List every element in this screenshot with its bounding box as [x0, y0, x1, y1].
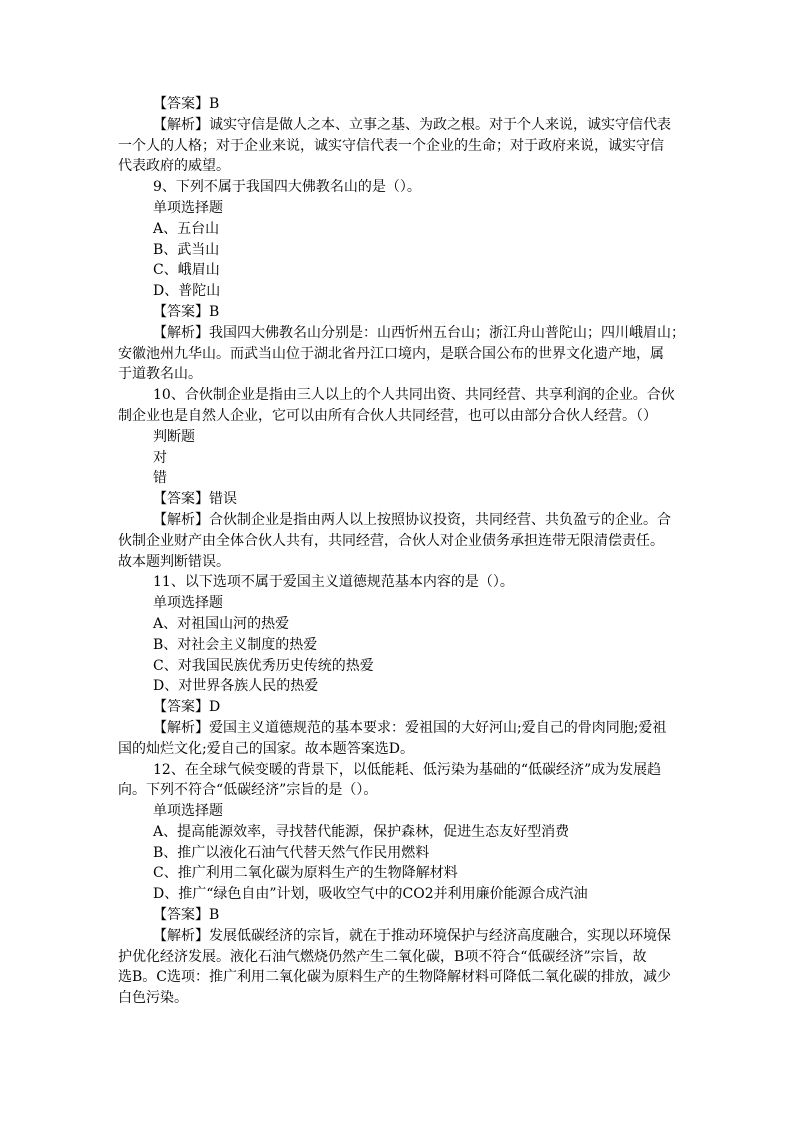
question-11: 11、以下选项不属于爱国主义道德规范基本内容的是（）。: [153, 574, 514, 591]
explanation-line: 代表政府的威望。: [118, 158, 230, 175]
option-d: D、对世界各族人民的热爱: [153, 678, 319, 695]
explanation-block: [118, 926, 678, 1009]
explanation-block: [118, 323, 685, 385]
explanation-line: 【解析】爱国主义道德规范的基本要求：爱祖国的大好河山;爱自己的骨肉同胞;爱祖: [153, 719, 667, 736]
explanation-line: 白色污染。: [118, 990, 188, 1007]
option-d: D、推广“绿色自由”计划，吸收空气中的CO2并利用廉价能源合成汽油: [153, 886, 588, 903]
option-b: B、武当山: [153, 241, 220, 258]
question-type: 判断题: [153, 428, 195, 445]
option-false: 错: [153, 470, 167, 487]
question-9: 9、下列不属于我国四大佛教名山的是（）。: [153, 179, 421, 196]
explanation-block: [118, 718, 678, 760]
explanation-line: 于道教名山。: [118, 366, 202, 383]
document-content: [118, 94, 685, 1009]
option-a: A、提高能源效率，寻找替代能源，保护森林，促进生态友好型消费: [153, 823, 570, 840]
answer-line: 【答案】B: [153, 907, 220, 924]
explanation-line: 伙制企业财产由全体合伙人共有，共同经营，合伙人对企业债务承担连带无限清偿责任。: [118, 532, 664, 549]
question-line: 制企业也是自然人企业，它可以由所有合伙人共同经营，也可以由部分合伙人经营。（）: [118, 407, 657, 424]
option-true: 对: [153, 449, 167, 466]
explanation-line: 选B。C选项：推广利用二氧化碳为原料生产的生物降解材料可降低二氧化碳的排放，减少: [118, 969, 671, 986]
explanation-block: [118, 115, 678, 177]
explanation-line: 故本题判断错误。: [118, 553, 230, 570]
explanation-line: 一个人的人格；对于企业来说，诚实守信代表一个企业的生命；对于政府来说，诚实守信: [118, 137, 664, 154]
answer-line: 【答案】B: [153, 303, 220, 320]
question-12: [118, 760, 678, 802]
explanation-line: 护优化经济发展。液化石油气燃烧仍然产生二氧化碳，B项不符合“低碳经济”宗旨，故: [118, 948, 647, 965]
option-b: B、推广以液化石油气代替天然气作民用燃料: [153, 844, 430, 861]
option-c: C、推广利用二氧化碳为原料生产的生物降解材料: [153, 865, 458, 882]
question-type: 单项选择题: [153, 199, 223, 216]
explanation-line: 【解析】诚实守信是做人之本、立事之基、为政之根。对于个人来说，诚实守信代表: [153, 116, 671, 133]
explanation-line: 国的灿烂文化;爱自己的国家。故本题答案选D。: [118, 740, 414, 757]
question-line: 12、在全球气候变暖的背景下，以低能耗、低污染为基础的“低碳经济”成为发展趋: [153, 761, 662, 778]
question-line: 向。下列不符合“低碳经济”宗旨的是（）。: [118, 782, 378, 799]
option-b: B、对社会主义制度的热爱: [153, 636, 318, 653]
answer-line: 【答案】B: [153, 96, 220, 112]
explanation-line: 【解析】发展低碳经济的宗旨，就在于推动环境保护与经济高度融合，实现以环境保: [153, 927, 671, 944]
option-a: A、五台山: [153, 220, 220, 237]
explanation-line: 【解析】合伙制企业是指由两人以上按照协议投资，共同经营、共负盈亏的企业。合: [153, 511, 671, 528]
explanation-line: 安徽池州九华山。而武当山位于湖北省丹江口境内，是联合国公布的世界文化遗产地，属: [118, 345, 664, 362]
question-type: 单项选择题: [153, 803, 223, 820]
answer-line: 【答案】D: [153, 699, 221, 716]
question-10: [118, 385, 678, 427]
option-c: C、对我国民族优秀历史传统的热爱: [153, 657, 374, 674]
explanation-block: [118, 510, 678, 572]
answer-line: 【答案】错误: [153, 491, 237, 508]
option-c: C、峨眉山: [153, 262, 220, 279]
explanation-line: 【解析】我国四大佛教名山分别是：山西忻州五台山；浙江舟山普陀山；四川峨眉山；: [153, 324, 685, 341]
option-a: A、对祖国山河的热爱: [153, 615, 290, 632]
question-line: 10、合伙制企业是指由三人以上的个人共同出资、共同经营、共享利润的企业。合伙: [153, 387, 675, 404]
question-type: 单项选择题: [153, 595, 223, 612]
option-d: D、普陀山: [153, 283, 221, 300]
